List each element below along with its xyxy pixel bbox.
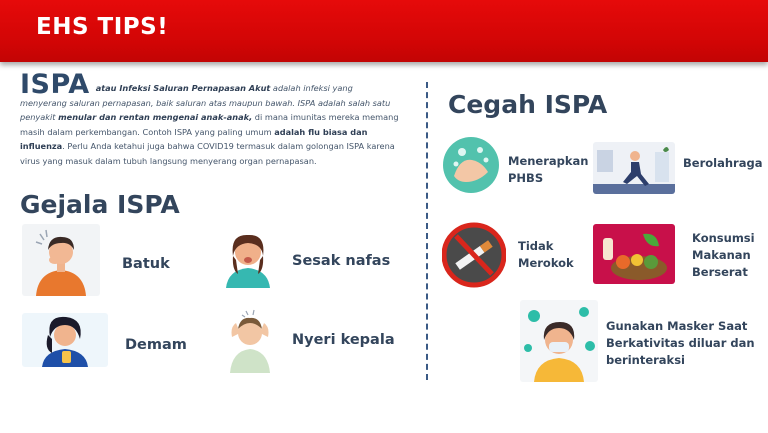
intro-paragraph — [20, 69, 400, 168]
gejala-label-batuk: Batuk — [122, 256, 170, 272]
exercise-icon — [593, 142, 675, 194]
intro-text-1: adalah infeksi yang menyerang saluran pernapasan, baik saluran atas maupun bawah. ISPA adalah salah satu penyakit — [20, 83, 391, 122]
fiber-food-icon — [593, 224, 675, 284]
cegah-label-tidak-merokok: Tidak Merokok — [518, 239, 574, 270]
face-mask-icon — [520, 300, 598, 382]
cegah-label-makanan-berserat: Konsumsi Makanan Berserat — [692, 231, 755, 279]
cegah-label-berolahraga: Berolahraga — [683, 156, 763, 170]
intro-highlight-contagious: menular dan rentan mengenai anak-anak, — [58, 112, 253, 122]
intro-text-2: di mana imunitas mereka memang masih dalam perkembangan. Contoh ISPA yang paling umum — [20, 112, 399, 137]
handwashing-icon — [442, 136, 500, 194]
fever-icon — [22, 313, 108, 367]
cegah-title: Cegah ISPA — [448, 90, 608, 119]
section-divider — [426, 82, 428, 380]
shortness-of-breath-icon — [220, 226, 276, 288]
intro-highlight-flu: adalah flu biasa dan influenza — [20, 126, 368, 151]
no-smoking-icon — [442, 222, 506, 288]
header-banner — [0, 0, 768, 62]
cegah-label-phbs: Menerapkan PHBS — [508, 154, 589, 185]
intro-term: ISPA — [20, 69, 90, 100]
intro-text-3: . Perlu Anda ketahui juga bahwa COVID19 termasuk dalam golongan ISPA karena virus yang masuk dalam tubuh langsung menyerang organ pernapasan. — [20, 141, 395, 166]
header-title: EHS TIPS! — [36, 14, 169, 40]
intro-definition: atau Infeksi Saluran Pernapasan Akut — [95, 83, 271, 93]
gejala-title: Gejala ISPA — [20, 190, 180, 219]
gejala-label-nyeri-kepala: Nyeri kepala — [292, 332, 395, 348]
gejala-label-demam: Demam — [125, 337, 187, 353]
cegah-label-masker: Gunakan Masker Saat Berkativitas diluar dan berinteraksi — [606, 319, 755, 367]
cough-icon — [22, 224, 100, 296]
headache-icon — [220, 307, 280, 373]
gejala-label-sesak-nafas: Sesak nafas — [292, 253, 391, 269]
